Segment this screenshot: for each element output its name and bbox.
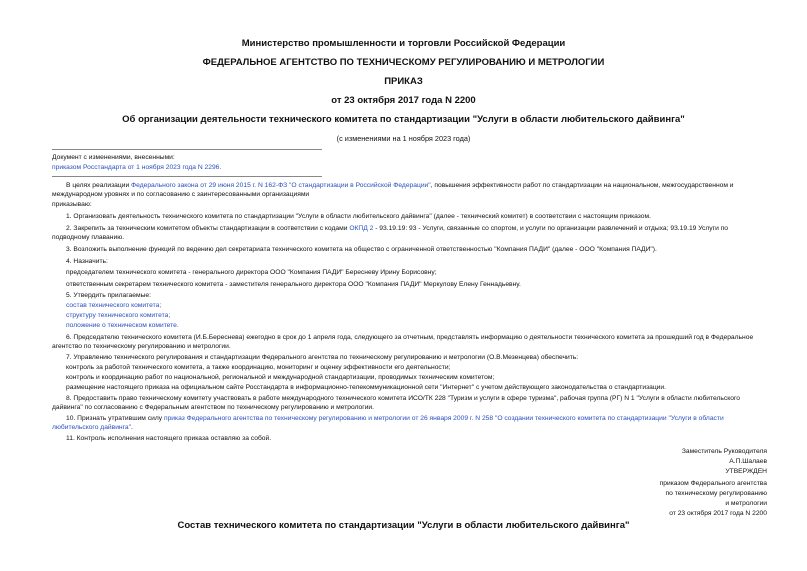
item-6-text: 6. Председателю технического комитета (И.Б.Береснева) ежегодно в срок до 1 апреля года, следующего за отчетным, представлять информацию о деятельности технического комитета за прошедший год в Федеральное агентство по техническому регулированию и метрологии.: [52, 334, 754, 350]
okpd-link[interactable]: ОКПД 2: [349, 225, 374, 232]
item-5a-link[interactable]: состав технического комитета;: [66, 302, 162, 309]
changes-label: Документ с изменениями, внесенными:: [52, 154, 175, 161]
signer-name: А.П.Шалаев: [729, 458, 767, 465]
ministry-name: Министерство промышленности и торговли Российской Федерации: [241, 38, 566, 49]
item-10-text-b: .: [131, 424, 133, 431]
item-7b: контроль и координацию работ по национальной, региональной и международной стандартизации, проводимых техническим комитетом;: [66, 374, 495, 381]
item-2-text-b: - 93.19.19: 93 - Услуги, связанные со спортом, и услуги по организации развлечений и отдыха; 93.19.19 Услуги по подводному плаванию.: [52, 225, 728, 241]
item-5: 5. Утвердить прилагаемые:: [66, 292, 151, 299]
item-3: 3. Возложить выполнение функций по ведению дел секретариата технического комитета на общество с ограниченной ответственностью "Компания ПАДИ" (далее - ООО "Компания ПАДИ").: [66, 246, 657, 253]
signer-role: Заместитель Руководителя: [681, 448, 767, 455]
agency-name: ФЕДЕРАЛЬНОЕ АГЕНТСТВО ПО ТЕХНИЧЕСКОМУ РЕГУЛИРОВАНИЮ И МЕТРОЛОГИИ: [202, 57, 605, 68]
item-11: 11. Контроль исполнения настоящего приказа оставляю за собой.: [66, 435, 272, 442]
intro-text-b: , повышения эффективности работ по стандартизации на национальном, межгосударственном и международном уровнях и по согласованию с заинтересованными организациями: [52, 182, 734, 198]
page-title: Об организации деятельности технического комитета по стандартизации "Услуги в области любительского дайвинга": [122, 114, 685, 125]
intro-text-a: В целях реализации: [66, 182, 132, 189]
approved-line-3: и метрологии: [725, 500, 767, 507]
changes-date: (с изменениями на 1 ноября 2023 года): [336, 134, 471, 143]
item-8-text: 8. Предоставить право техническому комитету участвовать в работе международного технического комитета ИСО/ТК 228 "Туризм и услуги в сфере туризма", рабочая группа (РГ) N 1 "Услуги в области любительского дайвинга" по согласованию с Федеральным агентством по техническому регулированию и метрологии.: [52, 395, 740, 411]
item-5b-link[interactable]: структуру технического комитета;: [66, 312, 171, 319]
changes-link[interactable]: приказом Росстандарта от 1 ноября 2023 года N 2296.: [52, 164, 222, 171]
item-7a: контроль за работой технического комитета, а также координацию, мониторинг и оценку эффективности его деятельности;: [66, 364, 451, 371]
divider-top: [52, 149, 322, 150]
item-4: 4. Назначить:: [66, 258, 108, 265]
item-1: 1. Организовать деятельность технического комитета по стандартизации "Услуги в области любительского дайвинга" (далее - технический комитет) в соответствии с настоящим приказом.: [66, 213, 651, 220]
approved-line-1: приказом Федерального агентства: [659, 480, 767, 487]
approved-line-4: от 23 октября 2017 года N 2200: [669, 510, 767, 517]
item-7: 7. Управлению технического регулирования и стандартизации Федерального агентства по техническому регулированию и метрологии (О.В.Мезенцева) обеспечить:: [66, 354, 579, 361]
composition-title: Состав технического комитета по стандартизации "Услуги в области любительского дайвинга": [177, 520, 630, 531]
intro-paragraph: [52, 181, 767, 199]
item-6: [52, 333, 767, 351]
approved-label: УТВЕРЖДЕН: [725, 468, 767, 475]
federal-law-link[interactable]: Федерального закона от 29 июня 2015 г. N 162-ФЗ "О стандартизации в Российской Федерации": [131, 182, 431, 189]
item-5c-link[interactable]: положение о техническом комитете.: [66, 322, 179, 329]
doc-date: от 23 октября 2017 года N 2200: [331, 95, 476, 106]
item-2: [52, 224, 767, 242]
doc-type: ПРИКАЗ: [384, 76, 423, 87]
item-2-text-a: 2. Закрепить за техническим комитетом объекты стандартизации в соответствии с кодами: [66, 225, 350, 232]
item-7c: размещение настоящего приказа на официальном сайте Росстандарта в информационно-телекоммуникационной сети "Интернет" с учетом действующего законодательства о стандартизации.: [66, 384, 667, 391]
item-10: [52, 414, 767, 432]
repealed-order-link[interactable]: приказ Федерального агентства по техническому регулированию и метрологии от 26 января 2009 г. N 258 "О создании технического комитета по стандартизации "Услуги в области любительского дайвинга": [52, 415, 724, 431]
divider-bottom: [52, 176, 322, 177]
item-10-text-a: 10. Признать утратившим силу: [66, 415, 164, 422]
item-4b: ответственным секретарем технического комитета - заместителя генерального директора ООО "Компания ПАДИ" Меркулову Елену Геннадьевну.: [66, 281, 521, 288]
item-8: [52, 394, 767, 412]
approved-line-2: по техническому регулированию: [665, 490, 767, 497]
order-word: приказываю:: [52, 201, 92, 208]
item-4a: председателем технического комитета - генерального директора ООО "Компания ПАДИ" Бересневу Ирину Борисовну;: [66, 269, 437, 276]
